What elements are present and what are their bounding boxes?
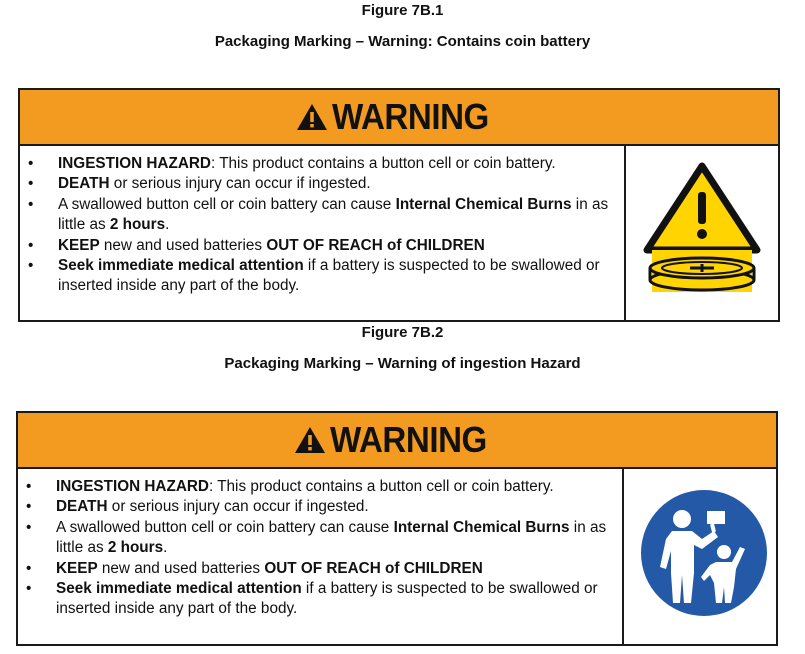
list-item: • KEEP new and used batteries OUT OF REACH of CHILDREN [26,559,483,577]
warning-label-1 [18,88,780,322]
warning-triangle-icon [296,103,328,131]
list-item: • KEEP new and used batteries OUT OF REACH of CHILDREN [28,236,485,254]
list-item: • DEATH or serious injury can occur if ingested. [28,175,371,193]
warning-heading: WARNING [329,419,487,460]
warning-text [18,469,622,644]
pictogram-cell [624,146,778,320]
figure-1-number: Figure 7B.1 [361,2,444,19]
pictogram-cell [622,469,776,644]
list-item: • A swallowed button cell or coin battery can cause Internal Chemical Burns in as little as 2 hours. [26,518,607,557]
figure-2-number: Figure 7B.2 [361,324,444,341]
list-item: • A swallowed button cell or coin battery can cause Internal Chemical Burns in as little as 2 hours. [28,195,609,234]
warning-text [20,146,624,320]
warning-triangle-icon [294,426,326,454]
coin-battery-hazard-icon [626,146,776,320]
figure-1-caption: Packaging Marking – Warning: Contains coin battery [214,33,591,50]
list-item: • Seek immediate medical attention if a battery is suspected to be swallowed or inserted inside any part of the body. [26,580,598,618]
warning-heading: WARNING [331,96,489,137]
list-item: • Seek immediate medical attention if a battery is suspected to be swallowed or inserted inside any part of the body. [28,257,600,295]
list-item: • DEATH or serious injury can occur if ingested. [26,498,369,516]
figure-2-caption: Packaging Marking – Warning of ingestion Hazard [224,355,581,372]
warning-banner [20,90,778,146]
list-item: • INGESTION HAZARD: This product contains a button cell or coin battery. [26,478,554,495]
keep-away-from-children-icon [624,469,774,644]
warning-label-2 [16,411,778,646]
warning-banner [18,413,776,469]
list-item: • INGESTION HAZARD: This product contains a button cell or coin battery. [28,155,556,172]
